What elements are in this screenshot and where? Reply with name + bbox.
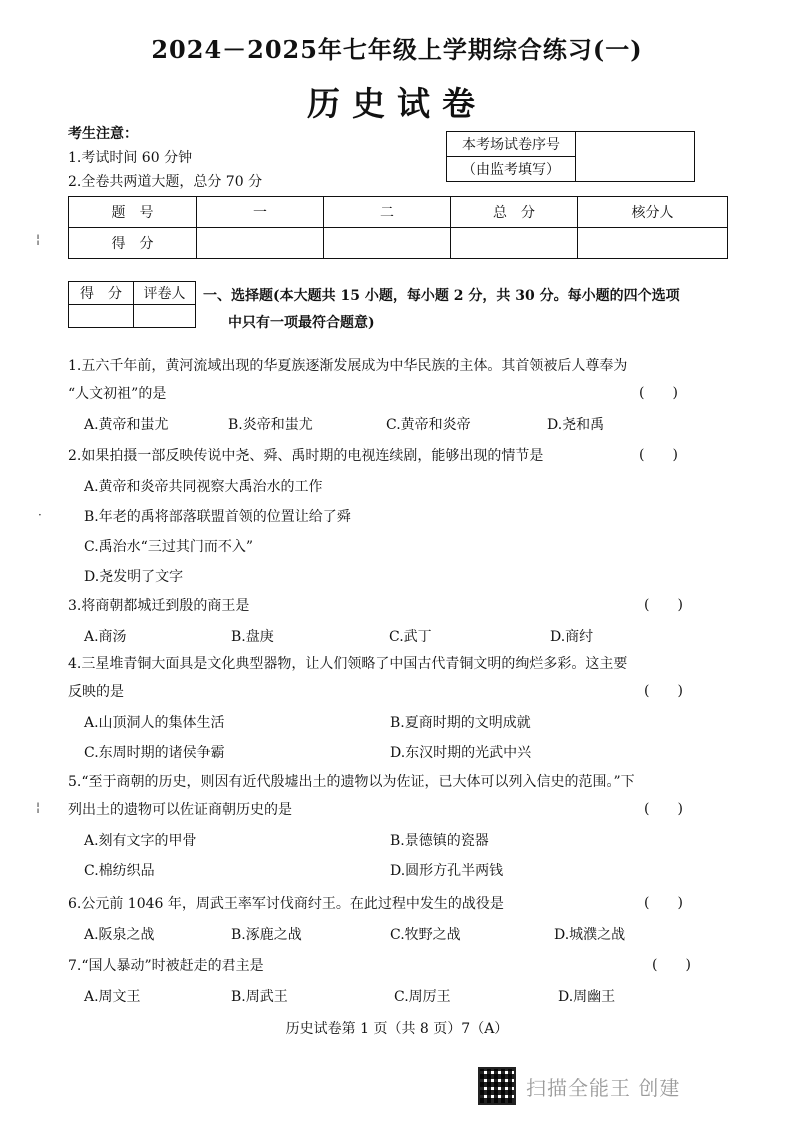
binding-mark-icon: · [38,508,42,522]
question-5-answer-paren[interactable]: ( ) [644,801,683,817]
notice-heading: 考生注意： [68,126,138,142]
question-1-option-c[interactable]: C.黄帝和炎帝 [386,417,471,433]
question-3 [68,592,718,645]
page-footer: 历史试卷第 1 页（共 8 页）7（A） [285,1021,509,1037]
question-7-option-b[interactable]: B.周武王 [231,989,288,1005]
score-cell-total[interactable] [451,228,578,259]
notice-line-1: 1.考试时间 60 分钟 [68,150,193,166]
question-4-option-c[interactable]: C.东周时期的诸侯争霸 [84,745,225,761]
question-5-option-a[interactable]: A.刻有文字的甲骨 [84,833,197,849]
question-6-answer-paren[interactable]: ( ) [644,895,683,911]
question-5 [68,768,728,879]
question-3-option-c[interactable]: C.武丁 [389,629,432,645]
question-4-stem-1: 4.三星堆青铜大面具是文化典型器物，让人们领略了中国古代青铜文明的绚烂多彩。这主要 [68,656,628,672]
question-6 [68,890,718,943]
serial-label-2: （由监考填写） [447,157,576,182]
question-4-option-d[interactable]: D.东汉时期的光武中兴 [390,745,532,761]
question-7-option-a[interactable]: A.周文王 [84,989,141,1005]
question-1-stem-2: “人文初祖”的是 [68,386,167,402]
question-2-answer-paren[interactable]: ( ) [639,447,678,463]
question-1-option-b[interactable]: B.炎帝和蚩尤 [228,417,313,433]
question-1 [68,352,718,433]
question-7-stem-1: 7.“国人暴动”时被赶走的君主是 [68,958,264,974]
score-header-part1: 一 [197,197,324,228]
question-6-stem-1: 6.公元前 1046 年，周武王率军讨伐商纣王。在此过程中发生的战役是 [68,896,504,912]
question-7-option-d[interactable]: D.周幽王 [558,989,616,1005]
binding-mark-icon: ¦ [36,232,41,246]
question-2-option-a[interactable]: A.黄帝和炎帝共同视察大禹治水的工作 [84,479,323,495]
score-header-label: 题 号 [69,197,197,228]
score-table [68,196,728,259]
question-2 [68,442,718,585]
question-6-option-b[interactable]: B.涿鹿之战 [231,927,302,943]
grader-name-cell[interactable] [134,305,196,328]
question-3-option-a[interactable]: A.商汤 [84,629,127,645]
question-3-option-d[interactable]: D.商纣 [550,629,594,645]
scanner-watermark [478,1066,680,1106]
question-6-option-c[interactable]: C.牧野之战 [390,927,461,943]
notice-line-2: 2.全卷共两道大题，总分 70 分 [68,174,263,190]
score-header-checker: 核分人 [578,197,728,228]
question-4 [68,650,718,761]
question-2-option-b[interactable]: B.年老的禹将部落联盟首领的位置让给了舜 [84,509,351,525]
score-header-part2: 二 [324,197,451,228]
score-header-total: 总 分 [451,197,578,228]
question-4-option-a[interactable]: A.山顶洞人的集体生活 [84,715,225,731]
question-6-option-a[interactable]: A.阪泉之战 [84,927,155,943]
question-2-stem-1: 2.如果拍摄一部反映传说中尧、舜、禹时期的电视连续剧，能够出现的情节是 [68,448,544,464]
question-3-option-b[interactable]: B.盘庚 [231,629,274,645]
serial-label-1: 本考场试卷序号 [447,132,576,157]
question-3-stem-1: 3.将商朝都城迁到殷的商王是 [68,598,250,614]
binding-mark-icon: ¦ [36,800,41,814]
question-2-option-d[interactable]: D.尧发明了文字 [84,569,184,585]
qr-code-icon [478,1067,516,1105]
question-2-option-c[interactable]: C.禹治水“三过其门而不入” [84,539,253,555]
score-cell-checker[interactable] [578,228,728,259]
question-5-stem-2: 列出土的遗物可以佐证商朝历史的是 [68,802,292,818]
grader-score-label: 得 分 [69,282,134,305]
question-4-option-b[interactable]: B.夏商时期的文明成就 [390,715,531,731]
question-4-stem-2: 反映的是 [68,684,124,700]
question-5-option-d[interactable]: D.圆形方孔半两钱 [390,863,504,879]
serial-value-cell[interactable] [576,132,695,182]
scanner-watermark-text: 扫描全能王 创建 [526,1075,681,1100]
exam-title: 2024－2025年七年级上学期综合练习(一) [151,35,643,64]
section1-heading-line2: 中只有一项最符合题意) [228,315,375,331]
score-cell-part1[interactable] [197,228,324,259]
question-5-option-b[interactable]: B.景德镇的瓷器 [390,833,489,849]
question-7-option-c[interactable]: C.周厉王 [394,989,451,1005]
section1-heading-line1: 一、选择题(本大题共 15 小题，每小题 2 分，共 30 分。每小题的四个选项 [203,288,680,304]
subject-title: 历史试卷 [307,84,487,123]
grader-box [68,281,196,328]
score-cell-part2[interactable] [324,228,451,259]
question-1-option-a[interactable]: A.黄帝和蚩尤 [84,417,169,433]
serial-number-box [446,131,695,182]
question-7-answer-paren[interactable]: ( ) [652,957,691,973]
question-1-stem-1: 1.五六千年前，黄河流域出现的华夏族逐渐发展成为中华民族的主体。其首领被后人尊奉为 [68,358,628,374]
question-7 [68,952,718,1005]
question-3-answer-paren[interactable]: ( ) [644,597,683,613]
question-1-option-d[interactable]: D.尧和禹 [547,417,605,433]
question-6-option-d[interactable]: D.城濮之战 [554,927,626,943]
question-4-answer-paren[interactable]: ( ) [644,683,683,699]
grader-name-label: 评卷人 [134,282,196,305]
score-row-label: 得 分 [69,228,197,259]
question-5-option-c[interactable]: C.棉纺织品 [84,863,155,879]
question-5-stem-1: 5.“至于商朝的历史，则因有近代殷墟出土的遗物以为佐证，已大体可以列入信史的范围。”下 [68,774,635,790]
question-1-answer-paren[interactable]: ( ) [639,385,678,401]
grader-score-cell[interactable] [69,305,134,328]
